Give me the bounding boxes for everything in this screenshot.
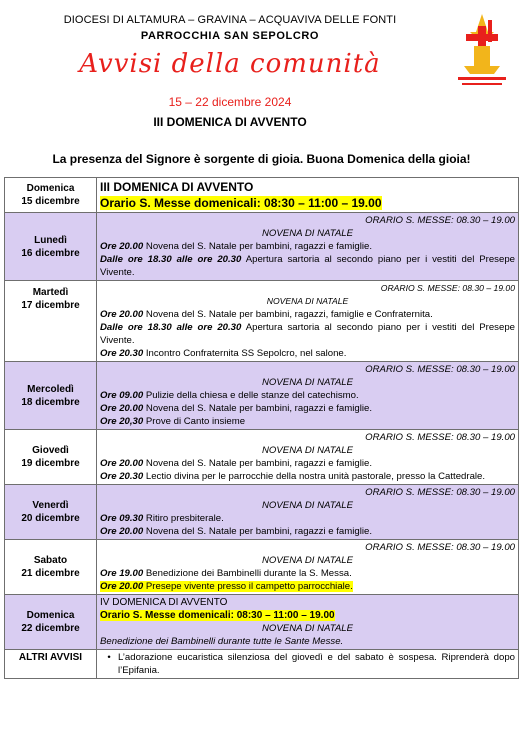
event-line <box>100 457 515 470</box>
novena-label: NOVENA DI NATALE <box>262 555 353 566</box>
mass-times: ORARIO S. MESSE: 08.30 – 19.00 <box>365 364 515 375</box>
event-line <box>100 402 515 415</box>
day-cell <box>5 213 97 281</box>
parish-logo-icon <box>452 12 512 90</box>
event-line <box>100 347 515 360</box>
event-time: Ore 20.00 <box>100 526 144 537</box>
masses-highlight: Orario S. Messe domenicali: 08:30 – 11:00 – 19.00 <box>100 610 335 621</box>
event-cell <box>97 650 519 679</box>
page-title: Avvisi della comunità <box>79 49 381 79</box>
list-item <box>100 651 515 677</box>
event-text: Benedizione dei Bambinelli durante la S. Messa. <box>143 568 352 579</box>
day-cell <box>5 178 97 213</box>
event-line <box>100 389 515 402</box>
day-name: Martedì <box>32 287 69 298</box>
event-time: Dalle ore 18.30 alle ore 20.30 <box>100 254 242 265</box>
event-line <box>100 415 515 428</box>
event-cell <box>97 540 519 595</box>
sunday-title: IV DOMENICA DI AVVENTO <box>100 597 228 608</box>
sunday-title: III DOMENICA DI AVVENTO <box>100 180 254 194</box>
day-cell <box>5 281 97 362</box>
day-date: 19 dicembre <box>21 458 80 469</box>
table-row <box>5 485 519 540</box>
event-line <box>100 321 515 347</box>
motto-text: La presenza del Signore è sorgente di gioia. Buona Domenica della gioia! <box>52 152 471 166</box>
novena-label: NOVENA DI NATALE <box>262 623 353 634</box>
event-line <box>100 580 515 593</box>
event-cell <box>97 430 519 485</box>
date-range: 15 – 22 dicembre 2024 <box>168 95 292 109</box>
event-line <box>100 567 515 580</box>
novena-label: NOVENA DI NATALE <box>262 500 353 511</box>
event-time: Dalle ore 18.30 alle ore 20.30 <box>100 322 242 333</box>
day-cell <box>5 430 97 485</box>
event-text: Novena del S. Natale per bambini, ragazzi e famiglie. <box>143 241 372 252</box>
event-text: Incontro Confraternita SS Sepolcro, nel salone. <box>143 348 347 359</box>
table-row <box>5 650 519 679</box>
table-row <box>5 178 519 213</box>
event-line <box>100 308 515 321</box>
event-cell <box>97 213 519 281</box>
table-row <box>5 540 519 595</box>
event-time: Ore 09.30 <box>100 513 144 524</box>
day-cell <box>5 485 97 540</box>
event-time: Ore 20.00 <box>100 241 144 252</box>
table-row <box>5 362 519 430</box>
other-notices-label: ALTRI AVVISI <box>5 650 97 679</box>
event-time: Ore 20.30 <box>100 471 144 482</box>
day-date: 18 dicembre <box>21 396 80 408</box>
event-line <box>100 525 515 538</box>
schedule-table <box>4 177 519 679</box>
event-text: Pulizie della chiesa e delle stanze del catechismo. <box>143 390 359 401</box>
masses-highlight: Orario S. Messe domenicali: 08:30 – 11:00 – 19.00 <box>100 196 382 210</box>
day-cell <box>5 362 97 430</box>
day-date: 16 dicembre <box>21 247 80 259</box>
event-cell <box>97 362 519 430</box>
table-row <box>5 281 519 362</box>
novena-label: NOVENA DI NATALE <box>262 445 353 456</box>
table-row <box>5 213 519 281</box>
day-cell <box>5 595 97 650</box>
event-line <box>100 253 515 279</box>
day-name: Domenica <box>26 183 75 194</box>
blessing-note: Benedizione dei Bambinelli durante tutte le Sante Messe. <box>100 636 344 647</box>
event-text: Novena del S. Natale per bambini, ragazzi e famiglie. <box>143 458 372 469</box>
mass-times: ORARIO S. MESSE: 08.30 – 19.00 <box>365 215 515 226</box>
day-date: 17 dicembre <box>21 300 80 311</box>
bullet-icon: • <box>107 652 111 663</box>
day-name: Lunedì <box>34 234 67 246</box>
event-line <box>100 512 515 525</box>
table-row <box>5 595 519 650</box>
event-text: Lectio divina per le parrocchie della nostra unità pastorale, presso la Cattedrale. <box>143 471 486 482</box>
event-text: Novena del S. Natale per bambini, ragazzi e famiglie. <box>143 526 372 537</box>
event-time: Ore 20.30 <box>100 348 144 359</box>
sunday-heading: III DOMENICA DI AVVENTO <box>153 115 307 129</box>
parish-heading: PARROCCHIA SAN SEPOLCRO <box>140 30 320 42</box>
event-cell <box>97 485 519 540</box>
day-cell <box>5 540 97 595</box>
event-time: Ore 20.00 <box>100 403 144 414</box>
mass-times: ORARIO S. MESSE: 08.30 – 19.00 <box>380 283 515 293</box>
event-text: Apertura sartoria al secondo piano per i vestiti del Presepe Vivente. <box>100 254 515 278</box>
highlighted-event <box>100 581 353 592</box>
event-time: Ore 20.00 <box>100 581 144 592</box>
day-name: Sabato <box>33 555 68 566</box>
event-text: Presepe vivente presso il campetto parrocchiale. <box>143 581 353 592</box>
event-text: Novena del S. Natale per bambini, ragazzi, famiglie e Confraternita. <box>143 309 433 320</box>
day-date: 21 dicembre <box>21 568 80 579</box>
event-text: Prove di Canto insieme <box>143 416 246 427</box>
notice-text: L’adorazione eucaristica silenziosa del giovedì e del sabato è sospesa. Riprenderà dopo l’Epifania. <box>118 652 515 676</box>
event-cell <box>97 595 519 650</box>
event-cell <box>97 281 519 362</box>
event-time: Ore 20,30 <box>100 416 144 427</box>
day-date: 15 dicembre <box>21 196 80 207</box>
event-time: Ore 20.00 <box>100 458 144 469</box>
event-line <box>100 240 515 253</box>
day-date: 22 dicembre <box>21 623 80 634</box>
mass-times: ORARIO S. MESSE: 08.30 – 19.00 <box>365 432 515 443</box>
event-time: Ore 20.00 <box>100 309 144 320</box>
novena-label: NOVENA DI NATALE <box>262 377 353 388</box>
novena-label: NOVENA DI NATALE <box>262 228 353 239</box>
novena-label: NOVENA DI NATALE <box>266 296 349 306</box>
event-text: Apertura sartoria al secondo piano per i vestiti del Presepe Vivente. <box>100 322 515 346</box>
day-date: 20 dicembre <box>21 513 80 524</box>
day-name: Venerdì <box>32 500 69 511</box>
event-cell <box>97 178 519 213</box>
diocese-heading: DIOCESI DI ALTAMURA – GRAVINA – ACQUAVIVA DELLE FONTI <box>63 14 397 26</box>
event-text: Ritiro presbiterale. <box>143 513 224 524</box>
event-text: Novena del S. Natale per bambini, ragazzi e famiglie. <box>143 403 372 414</box>
mass-times: ORARIO S. MESSE: 08.30 – 19.00 <box>365 487 515 498</box>
event-time: Ore 09.00 <box>100 390 144 401</box>
day-name: Giovedì <box>32 445 69 456</box>
table-row <box>5 430 519 485</box>
day-name: Mercoledì <box>27 383 74 395</box>
event-time: Ore 19.00 <box>100 568 144 579</box>
mass-times: ORARIO S. MESSE: 08.30 – 19.00 <box>365 542 515 553</box>
day-name: Domenica <box>26 610 75 621</box>
event-line <box>100 470 515 483</box>
